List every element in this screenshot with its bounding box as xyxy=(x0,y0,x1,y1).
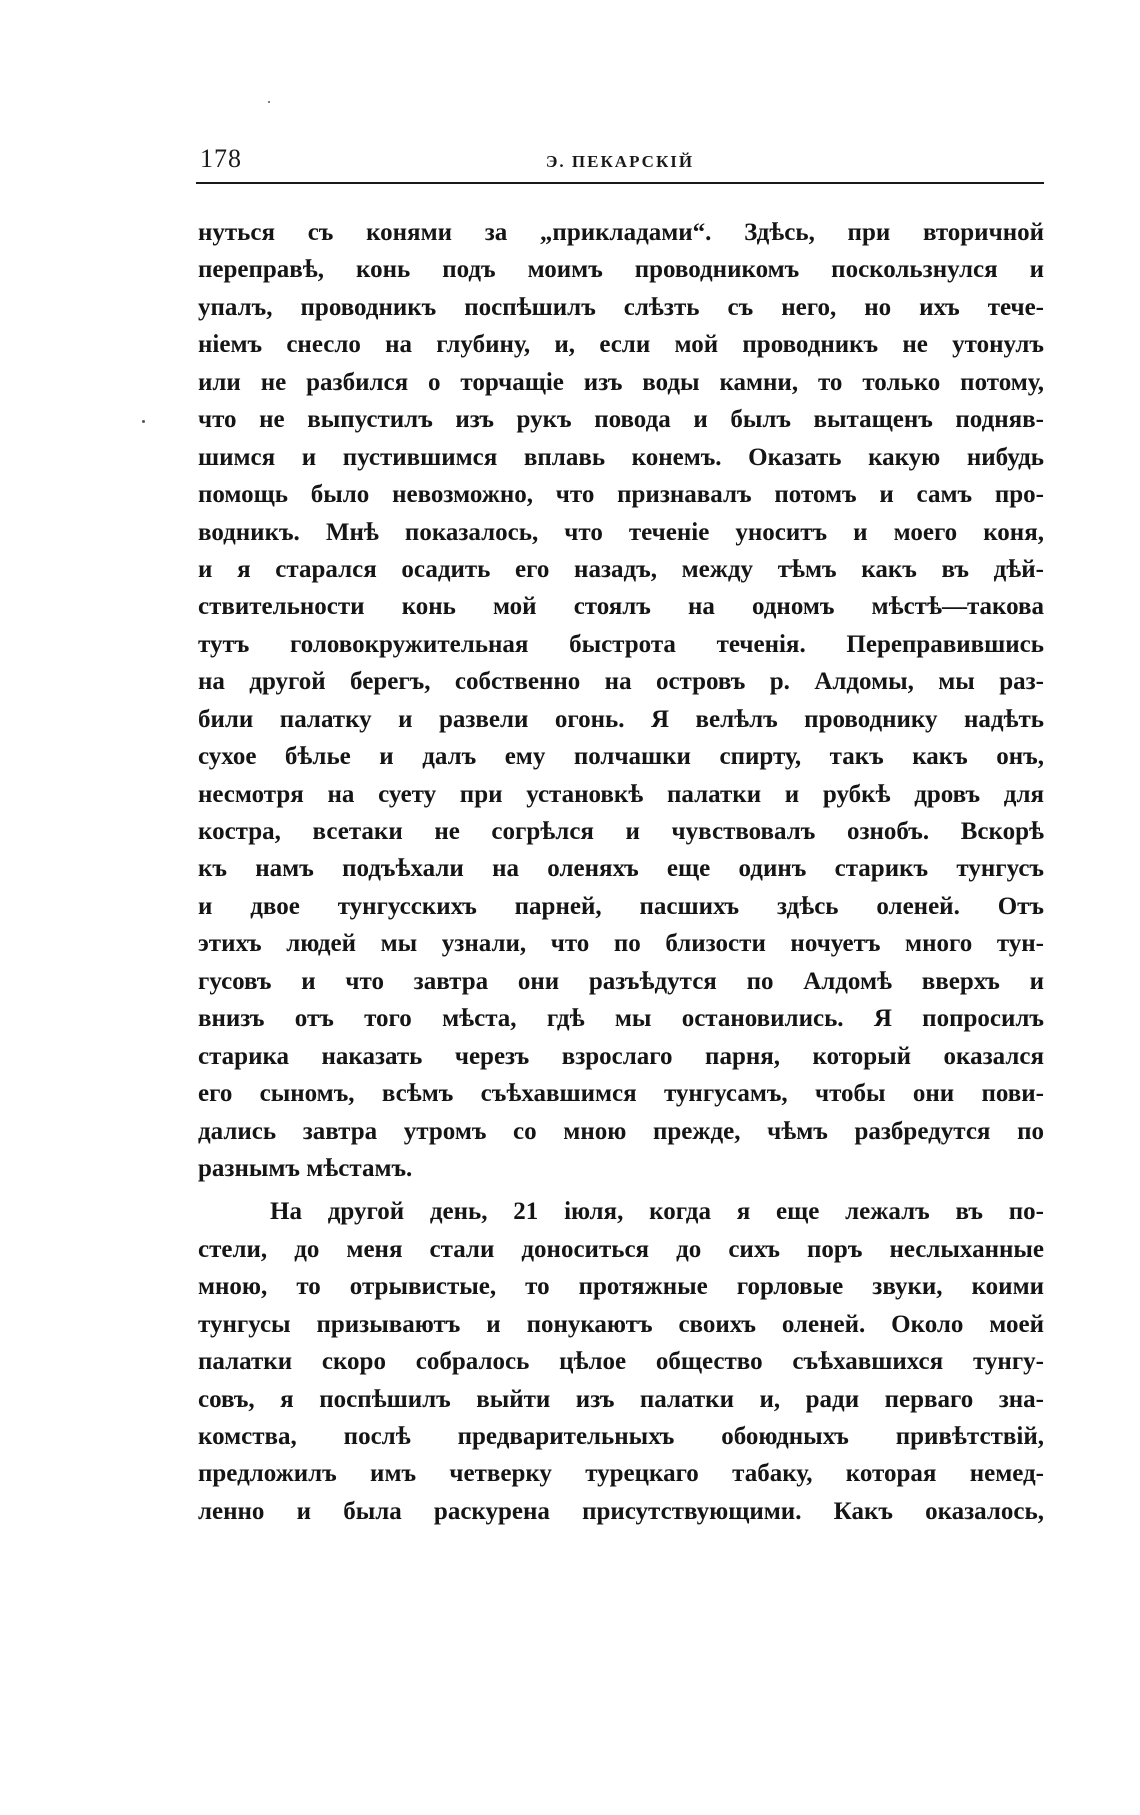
text-line: или не разбился о торчащіе изъ воды камни, то только потому, xyxy=(198,368,1044,396)
text-line: совъ, я поспѣшилъ выйти изъ палатки и, ради перваго зна- xyxy=(198,1385,1044,1413)
text-line: комства, послѣ предварительныхъ обоюдныхъ привѣтствій, xyxy=(198,1423,1044,1450)
text-line: и я старался осадить его назадъ, между тѣмъ какъ въ дѣй- xyxy=(198,555,1044,583)
paper-speck xyxy=(142,420,145,423)
page-header xyxy=(196,138,1044,184)
text-line: гусовъ и что завтра они разъѣдутся по Алдомѣ вверхъ и xyxy=(198,967,1044,995)
text-line: помощь было невозможно, что признавалъ потомъ и самъ про- xyxy=(198,481,1044,509)
text-line: несмотря на суету при установкѣ палатки и рубкѣ дровъ для xyxy=(198,780,1044,808)
text-line: ленно и была раскурена присутствующими. Какъ оказалось, xyxy=(198,1497,1044,1525)
text-line: предложилъ имъ четверку турецкаго табаку, которая немед- xyxy=(198,1460,1044,1488)
paragraph xyxy=(198,214,1044,1187)
text-line: старика наказать черезъ взрослаго парня, который оказался xyxy=(198,1042,1044,1070)
body-text xyxy=(198,214,1044,1530)
text-line: водникъ. Мнѣ показалось, что теченіе уноситъ и моего коня, xyxy=(198,518,1044,546)
text-line: мною, то отрывистые, то протяжные горловые звуки, коими xyxy=(198,1273,1044,1301)
text-line: костра, всетаки не согрѣлся и чувствовалъ ознобъ. Вскорѣ xyxy=(198,818,1044,845)
text-line: ніемъ снесло на глубину, и, если мой проводникъ не утонулъ xyxy=(198,331,1044,359)
text-line: дались завтра утромъ со мною прежде, чѣмъ разбредутся по xyxy=(198,1117,1044,1145)
page-number: 178 xyxy=(200,144,242,173)
text-line: сухое бѣлье и далъ ему полчашки спирту, такъ какъ онъ, xyxy=(198,743,1044,771)
running-head: Э. ПЕКАРСКІЙ xyxy=(545,152,695,171)
text-line: шимся и пустившимся вплавь конемъ. Оказать какую нибудь xyxy=(198,443,1044,471)
text-line: и двое тунгусскихъ парней, пасшихъ здѣсь оленей. Отъ xyxy=(198,892,1044,920)
text-line: внизъ отъ того мѣста, гдѣ мы остановились. Я попросилъ xyxy=(198,1005,1044,1033)
text-line: переправѣ, конь подъ моимъ проводникомъ поскользнулся и xyxy=(198,256,1044,284)
text-line: тунгусы призываютъ и понукаютъ своихъ оленей. Около моей xyxy=(198,1310,1044,1338)
text-line: били палатку и развели огонь. Я велѣлъ проводнику надѣть xyxy=(198,705,1044,733)
text-line: разнымъ мѣстамъ. xyxy=(198,1154,413,1182)
text-line: нуться съ конями за „прикладами“. Здѣсь, при вторичной xyxy=(198,219,1044,246)
text-line: къ намъ подъѣхали на оленяхъ еще одинъ старикъ тунгусъ xyxy=(198,855,1044,883)
text-line: на другой берегъ, собственно на островъ р. Алдомы, мы раз- xyxy=(198,668,1044,696)
text-line: ствительности конь мой стоялъ на одномъ мѣстѣ—такова xyxy=(198,593,1044,621)
text-line: стели, до меня стали доноситься до сихъ поръ неслыханные xyxy=(198,1235,1044,1263)
text-line: На другой день, 21 іюля, когда я еще лежалъ въ по- xyxy=(270,1198,1044,1226)
text-line: этихъ людей мы узнали, что по близости ночуетъ много тун- xyxy=(198,930,1044,958)
paper-speck xyxy=(268,101,270,103)
text-line: тутъ головокружительная быстрота теченія. Переправившись xyxy=(198,630,1044,658)
text-line: что не выпустилъ изъ рукъ повода и былъ вытащенъ подняв- xyxy=(198,406,1044,434)
text-line: упалъ, проводникъ поспѣшилъ слѣзть съ него, но ихъ тече- xyxy=(198,293,1044,321)
paragraph xyxy=(198,1193,1044,1530)
text-line: палатки скоро собралось цѣлое общество съѣхавшихся тунгу- xyxy=(198,1348,1044,1376)
text-line: его сыномъ, всѣмъ съѣхавшимся тунгусамъ, чтобы они пови- xyxy=(198,1080,1044,1108)
